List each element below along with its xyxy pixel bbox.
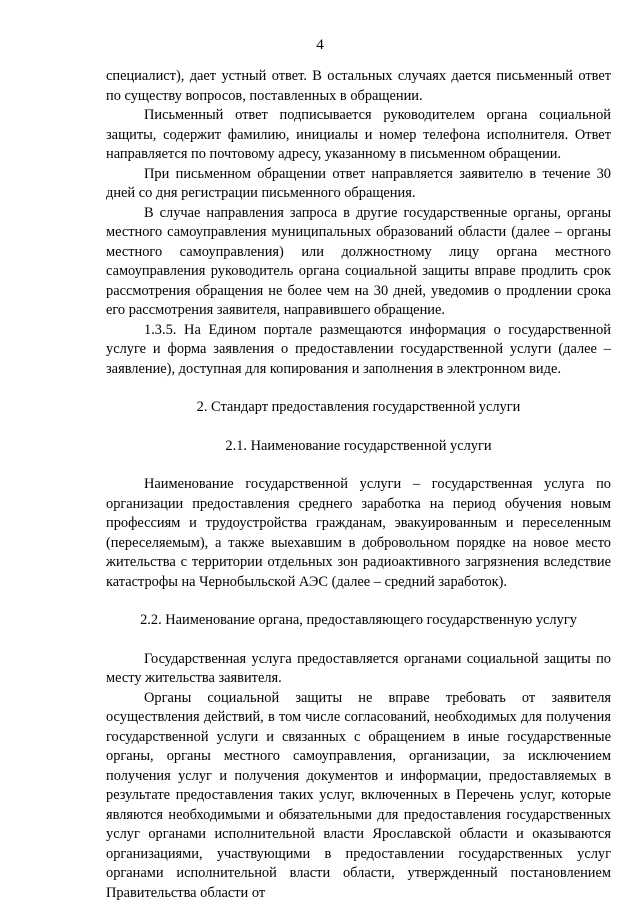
section-heading-standard: 2. Стандарт предоставления государственной услуги	[196, 399, 521, 415]
subsection-heading-providing-body: 2.2. Наименование органа, предоставляющего государственную услугу	[140, 612, 577, 628]
paragraph-provided-by: Государственная услуга предоставляется органами социальной защиты по месту жительства заявителя.	[106, 650, 611, 686]
paragraph-continuation: специалист), дает устный ответ. В остальных случаях дается письменный ответ по существу вопросов, поставленных в обращении.	[106, 68, 611, 104]
page-number: 4	[316, 37, 324, 53]
paragraph-written-answer: Письменный ответ подписывается руководителем органа социальной защиты, содержит фамилию, инициалы и номер телефона исполнителя. Ответ направляется по почтовому адресу, указанному в письменном обращении.	[106, 107, 611, 162]
paragraph-service-name: Наименование государственной услуги – государственная услуга по организации предоставления среднего заработка на период обучения новым профессиям и трудоустройства гражданам, эвакуированным и переселенным (переселяемым), а также выехавшим в добровольном порядке на новое место жительства с территории отдельных зон радиоактивного загрязнения вследствие катастрофы на Чернобыльской АЭС (далее – средний заработок).	[106, 476, 611, 590]
paragraph-unified-portal: 1.3.5. На Едином портале размещаются информация о государственной услуге и форма заявления о предоставлении государственной услуги (далее – заявление), доступная для копирования и заполнения в электронном виде.	[106, 321, 611, 377]
paragraph-extension: В случае направления запроса в другие государственные органы, органы местного самоуправления муниципальных образований области (далее – органы местного самоуправления) или должностному лицу органа местного самоуправления руководитель органа социальной защиты вправе продлить срок рассмотрения обращения не более чем на 30 дней, уведомив о продлении срока его рассмотрения заявителя, направившего обращение.	[106, 204, 611, 318]
paragraph-restrictions: Органы социальной защиты не вправе требовать от заявителя осуществления действий, в том числе согласований, необходимых для получения государственной услуги и связанных с обращением в иные государственные органы, органы местного самоуправления, организации, за исключением получения услуг и получения документов и информации, предоставляемых в результате предоставления таких услуг, включенных в Перечень услуг, которые являются необходимыми и обязательными для предоставления государственных услуг органами исполнительной власти Ярославской области и оказываются организациями, участвующими в предоставлении государственных услуг органами исполнительной власти области, утвержденный постановлением Правительства области от	[106, 689, 611, 901]
document-body	[106, 67, 611, 903]
subsection-heading-service-name: 2.1. Наименование государственной услуги	[225, 437, 492, 454]
paragraph-response-deadline: При письменном обращении ответ направляется заявителю в течение 30 дней со дня регистрации письменного обращения.	[106, 165, 611, 201]
